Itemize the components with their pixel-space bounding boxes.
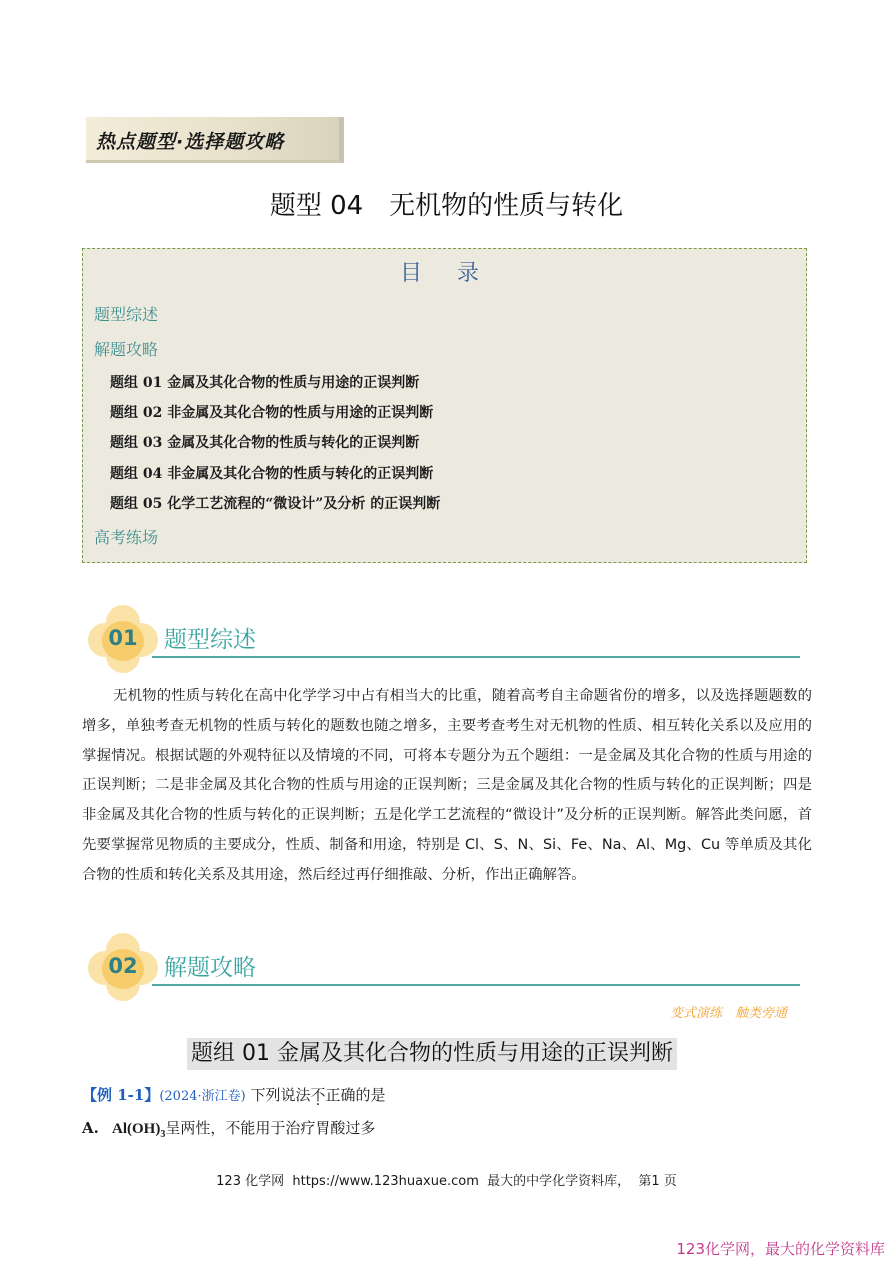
flower-badge-icon	[88, 933, 158, 1003]
group-title: 题组 01 金属及其化合物的性质与用途的正误判断	[187, 1038, 677, 1070]
section-divider	[152, 656, 800, 658]
flower-badge-icon	[88, 605, 158, 675]
page-footer: 123 化学网 https://www.123huaxue.com 最大的中学化学资料库， 第1 页	[216, 1174, 677, 1189]
watermark: 123化学网，最大的化学资料库	[676, 1240, 885, 1258]
topic-banner-label: 热点题型·选择题攻略	[96, 131, 285, 153]
toc-item-group-04[interactable]: 题组 04 非金属及其化合物的性质与转化的正误判断	[110, 466, 434, 482]
example-question	[82, 1084, 386, 1105]
section-number: 02	[108, 954, 138, 978]
toc-link-practice[interactable]: 高考练场	[94, 528, 159, 547]
toc-heading: 目 录	[400, 261, 493, 286]
section-divider	[152, 984, 800, 986]
example-source: (2024·浙江卷)	[159, 1089, 246, 1104]
example-text-a: 下列说法	[250, 1086, 311, 1104]
section-label: 题型综述	[164, 627, 256, 653]
toc-item-group-01[interactable]: 题组 01 金属及其化合物的性质与用途的正误判断	[110, 375, 420, 391]
toc-link-overview[interactable]: 题型综述	[94, 305, 159, 324]
section-number: 01	[108, 626, 138, 650]
section-heading-strategy	[88, 933, 800, 1003]
overview-text: 无机物的性质与转化在高中化学学习中占有相当大的比重，随着高考自主命题省份的增多，以及选择题题数的增多，单独考查无机物的性质与转化的题数也随之增多，主要考查考生对无机物的性质、相互转化关系以及应用的掌握情况。根据试题的外观特征以及情境的不同，可将本专题分为五个题组：一是金属及其化合物的性质与用途的正误判断；二是非金属及其化合物的性质与用途的正误判断；三是金属及其化合物的性质与转化的正误判断；四是非金属及其化合物的性质与转化的正误判断；五是化学工艺流程的“微设计”及分析的正误判断。解答此类问愿，首先要掌握常见物质的主要成分，性质、制备和用途，特别是 Cl、S、N、Si、Fe、Na、Al、Mg、Cu 等单质及其化合物的性质和转化关系及其用途，然后经过再仔细推敲、分析，作出正确解答。	[82, 688, 812, 883]
slogan: 变式演练 触类旁通	[670, 1006, 788, 1021]
option-text: 呈两性，不能用于治疗胃酸过多	[165, 1119, 376, 1137]
option-a	[82, 1117, 375, 1140]
example-text-b: 正确的是	[325, 1086, 386, 1104]
example-tag: 【例 1-1】	[82, 1086, 160, 1104]
section-label: 解题攻略	[164, 955, 256, 981]
toc-item-group-03[interactable]: 题组 03 金属及其化合物的性质与转化的正误判断	[110, 435, 420, 451]
toc-link-strategy[interactable]: 解题攻略	[94, 340, 159, 359]
topic-banner	[86, 117, 344, 163]
toc-item-group-02[interactable]: 题组 02 非金属及其化合物的性质与用途的正误判断	[110, 405, 434, 421]
overview-paragraph	[82, 682, 812, 891]
page-title: 题型 04 无机物的性质与转化	[269, 191, 624, 221]
toc-item-group-05[interactable]: 题组 05 化学工艺流程的“微设计”及分析 的正误判断	[110, 496, 441, 512]
section-heading-overview	[88, 605, 800, 675]
option-formula: $Al(OH)_3$	[112, 1121, 166, 1140]
option-letter: A.	[82, 1119, 99, 1137]
emphasis-dot-text: 不	[310, 1086, 326, 1104]
